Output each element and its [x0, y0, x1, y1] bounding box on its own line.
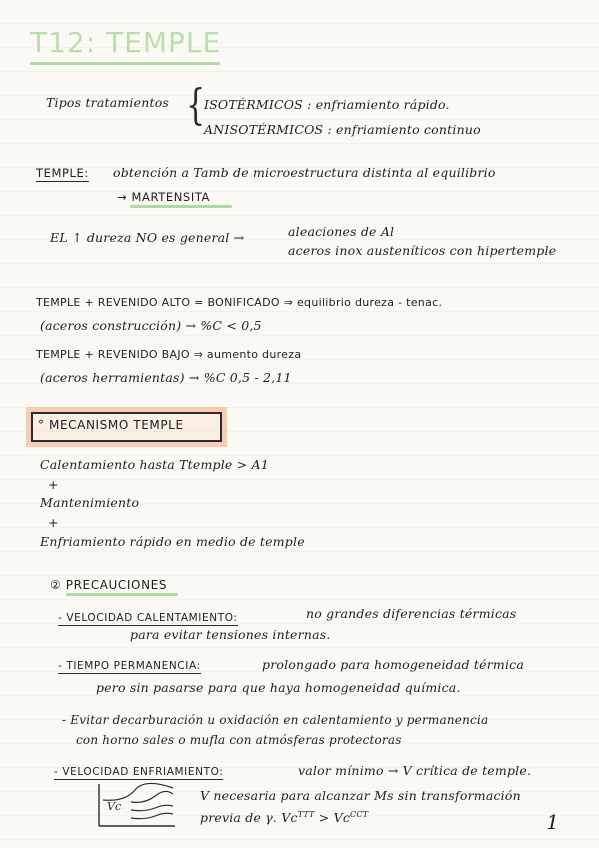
- temple-definition: obtención a Tamb de microestructura distinta al equilibrio: [113, 165, 496, 180]
- vc-ttt-superscript: TTT: [297, 810, 315, 819]
- revenido-alto-line1: TEMPLE + REVENIDO ALTO = BONIFICADO ⇒ equilibrio dureza - tenac.: [36, 296, 443, 309]
- dureza-text: EL ↑ dureza NO es general →: [50, 230, 245, 245]
- dureza-item-aceros: aceros inox austeníticos con hipertemple: [288, 243, 557, 258]
- evitar-line1: - Evitar decarburación u oxidación en calentamiento y permanencia: [62, 713, 489, 727]
- mecanismo-plus-2: +: [48, 515, 59, 530]
- velocidad-calentamiento-text2: para evitar tensiones internas.: [130, 627, 331, 642]
- evitar-line2: con horno sales o mufla con atmósferas protectoras: [76, 733, 402, 747]
- tiempo-permanencia-text1: prolongado para homogeneidad térmica: [262, 657, 525, 672]
- temple-label: TEMPLE:: [36, 166, 89, 180]
- tipos-anisotermicos: ANISOTÉRMICOS : enfriamiento continuo: [204, 122, 481, 137]
- velocidad-calentamiento-text1: no grandes diferencias térmicas: [306, 606, 517, 621]
- page-number: 1: [546, 810, 559, 834]
- velocidad-calentamiento-label: - VELOCIDAD CALENTAMIENTO:: [58, 612, 238, 624]
- title-underline: [30, 62, 220, 65]
- brace-symbol: {: [186, 81, 206, 130]
- mecanismo-plus-1: +: [48, 477, 59, 492]
- tipos-label: Tipos tratamientos: [46, 95, 170, 110]
- martensita-underline: [130, 205, 232, 208]
- precauciones-heading: ② PRECAUCIONES: [50, 578, 168, 592]
- sketch-vc-label: Vc: [107, 800, 122, 813]
- revenido-alto-line2: (aceros construcción) → %C < 0,5: [40, 318, 262, 333]
- revenido-bajo-line1: TEMPLE + REVENIDO BAJO ⇒ aumento dureza: [36, 348, 302, 361]
- tiempo-permanencia-label: - TIEMPO PERMANENCIA:: [58, 660, 201, 672]
- tipos-isotermicos: ISOTÉRMICOS : enfriamiento rápido.: [204, 97, 450, 112]
- vc-cct-superscript: CCT: [350, 810, 369, 819]
- velocidad-enfriamiento-label: - VELOCIDAD ENFRIAMIENTO:: [54, 766, 224, 778]
- revenido-bajo-line2: (aceros herramientas) → %C 0,5 - 2,11: [40, 370, 292, 385]
- mecanismo-step-enfriamiento: Enfriamiento rápido en medio de temple: [40, 534, 305, 549]
- cooling-curve-sketch: [95, 782, 177, 828]
- tiempo-permanencia-text2: pero sin pasarse para que haya homogeneidad química.: [96, 680, 461, 695]
- velocidad-enfriamiento-text2: V necesaria para alcanzar Ms sin transformación: [200, 788, 521, 803]
- mecanismo-step-mantenimiento: Mantenimiento: [40, 495, 140, 510]
- page-title: T12: TEMPLE: [30, 26, 222, 59]
- velocidad-enfriamiento-text3: previa de γ. $Vc^{TTT} > Vc^{CCT}$: [200, 810, 369, 826]
- mecanismo-heading: ° MECANISMO TEMPLE: [38, 418, 184, 432]
- velocidad-enfriamiento-text1: valor mínimo → V crítica de temple.: [298, 763, 532, 778]
- dureza-item-aleaciones: aleaciones de Al: [288, 224, 395, 239]
- precauciones-underline: [66, 593, 178, 596]
- mecanismo-step-calentamiento: Calentamiento hasta Ttemple > A1: [40, 457, 269, 472]
- martensita-label: → MARTENSITA: [117, 190, 211, 204]
